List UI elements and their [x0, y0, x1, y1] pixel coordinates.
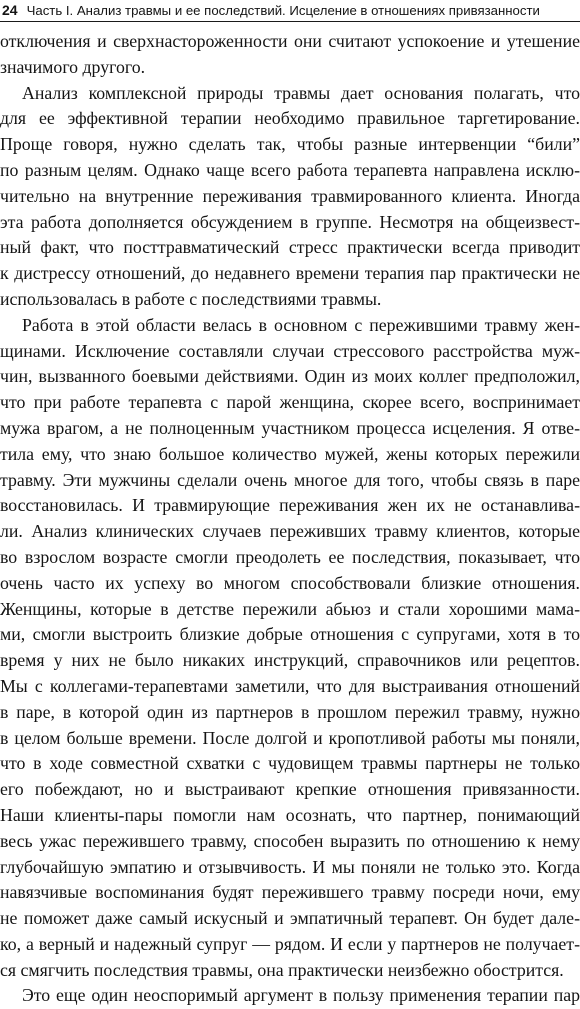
- text-line: Это еще один неоспоримый аргумент в пользу применения терапии пар: [22, 985, 580, 1006]
- text-line: Мы с коллегами-терапевтами заметили, что для выстраивания отношений: [0, 675, 580, 696]
- text-line: травму. Эти мужчины сделали очень многое для того, чтобы связь в паре: [0, 469, 580, 490]
- text-line: щинами. Исключение составляли случаи стрессового расстройства муж-: [0, 340, 580, 361]
- paragraph: [0, 983, 580, 1009]
- text-line: навязчивые воспоминания будят пережившего травму посреди ночи, ему: [0, 882, 580, 903]
- text-line: в целом больше времени. После долгой и кропотливой работы мы поняли,: [0, 727, 580, 748]
- text-line: Работа в этой области велась в основном с пережившими травму жен-: [22, 314, 580, 335]
- text-line: Проще говоря, нужно сделать так, чтобы разные интервенции “били”: [0, 134, 580, 155]
- text-line: что при работе терапевта с парой женщина, скорее всего, воспринимает: [0, 392, 580, 413]
- text-line: эта работа дополняется обсуждением в группе. Несмотря на общеизвест-: [0, 211, 580, 232]
- text-line: ли. Анализ клинических случаев переживших травму клиентов, которые: [0, 521, 580, 542]
- text-line: не поможет даже самый искусный и эмпатичный терапевт. Он будет дале-: [0, 908, 580, 929]
- paragraph: [0, 313, 580, 984]
- running-header: [2, 1, 578, 21]
- text-line: очень часто их успеху во многом способствовали близкие отношения.: [0, 572, 580, 593]
- text-line: во взрослом возрасте смогли преодолеть ее последствия, показывает, что: [0, 546, 580, 567]
- text-line: чительно на внутренние переживания травмированного клиента. Иногда: [0, 185, 580, 206]
- text-line: ми, смогли выстроить близкие добрые отношения с супругами, хотя в то: [0, 624, 580, 645]
- text-line: мужа врагом, а не полноценным участником процесса исцеления. Я отве-: [0, 417, 580, 438]
- text-line: тила ему, что знаю большое количество мужей, жены которых пережили: [0, 443, 580, 464]
- text-line: глубочайшую эмпатию и отзывчивость. И мы поняли не только это. Когда: [0, 856, 580, 877]
- text-line: его побеждают, но и выстраивают крепкие отношения привязанности.: [0, 779, 580, 800]
- text-line: что в ходе совместной схватки с чудовищем травмы партнеры не только: [0, 753, 580, 774]
- body-text: [0, 29, 580, 1009]
- running-header-title: Часть I. Анализ травмы и ее последствий. Исцеление в отношениях привязанности: [26, 3, 540, 18]
- text-line: восстановилась. И травмирующие переживания жен их не останавлива-: [0, 495, 580, 516]
- text-line: для ее эффективной терапии необходимо правильное таргетирование.: [0, 108, 580, 129]
- paragraph: [0, 29, 580, 81]
- text-line: Анализ комплексной природы травмы дает основания полагать, что: [22, 82, 580, 103]
- text-line: использовалась в работе с последствиями травмы.: [0, 288, 382, 309]
- paragraph: [0, 81, 580, 313]
- text-line: весь ужас пережившего травму, способен выразить по отношению к нему: [0, 830, 580, 851]
- text-line: ный факт, что посттравматический стресс практически всегда приводит: [0, 237, 580, 258]
- text-line: в паре, в которой один из партнеров в прошлом пережил травму, нужно: [0, 701, 580, 722]
- text-line: значимого другого.: [0, 56, 146, 77]
- text-line: Наши клиенты-пары помогли нам осознать, что партнер, понимающий: [0, 804, 580, 825]
- header-divider: [0, 21, 580, 22]
- text-line: к дистрессу отношений, до недавнего времени терапия пар практически не: [0, 263, 580, 284]
- text-line: Женщины, которые в детстве пережили абьюз и стали хорошими мама-: [0, 598, 580, 619]
- text-line: ко, а верный и надежный супруг — рядом. И если у партнеров не получает-: [0, 933, 580, 954]
- page-number: 24: [2, 2, 18, 18]
- text-line: ся смягчить последствия травмы, она практически неизбежно обострится.: [0, 959, 564, 980]
- text-line: по разным целям. Однако чаще всего работа терапевта направлена исклю-: [0, 159, 580, 180]
- text-line: отключения и сверхнастороженности они считают успокоение и утешение: [0, 31, 580, 51]
- text-line: время у них не было никаких инструкций, справочников или рецептов.: [0, 650, 580, 671]
- text-line: чин, вызванного боевыми действиями. Один из моих коллег предположил,: [0, 366, 580, 387]
